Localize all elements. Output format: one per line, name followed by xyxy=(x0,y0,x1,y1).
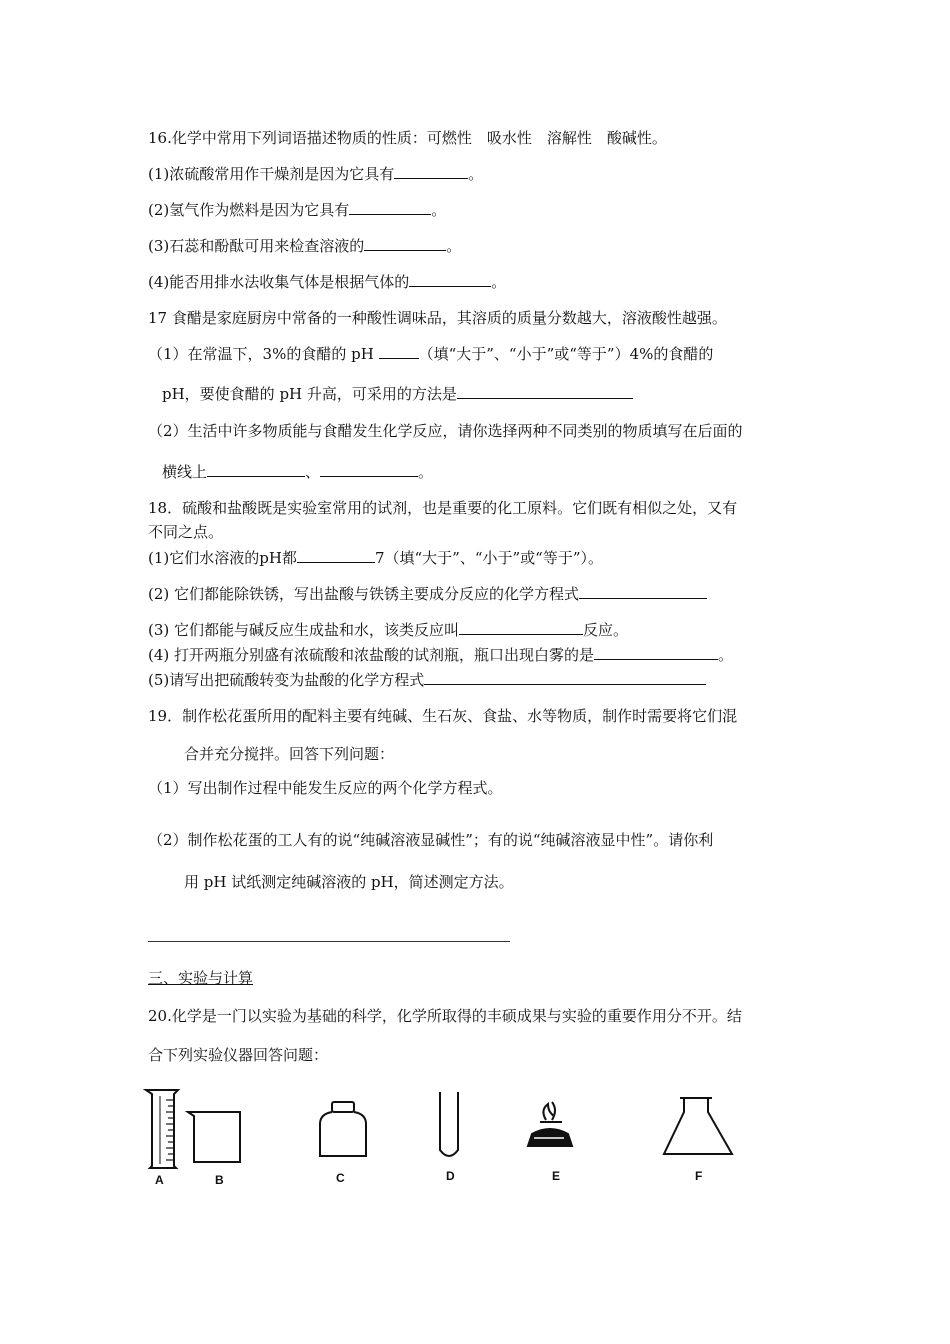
label-d: D xyxy=(446,1169,455,1183)
q16-end: 。 xyxy=(468,165,484,183)
q16-end: 。 xyxy=(431,201,447,219)
label-e: E xyxy=(552,1169,561,1183)
q18-stem-line2: 不同之点。 xyxy=(148,523,224,541)
q19-stem-line1: 19．制作松花蛋所用的配料主要有纯碱、生石灰、食盐、水等物质，制作时需要将它们混 xyxy=(148,707,738,725)
q16-stem: 16.化学中常用下列词语描述物质的性质：可燃性 吸水性 溶解性 酸碱性。 xyxy=(148,129,667,147)
q17-part1-text-a: （1）在常温下，3%的食醋的 pH xyxy=(148,345,379,363)
q19-part1: （1）写出制作过程中能发生反应的两个化学方程式。 xyxy=(148,779,503,797)
q18-part5-text: (5)请写出把硫酸转变为盐酸的化学方程式 xyxy=(148,671,425,689)
label-b: B xyxy=(215,1173,224,1187)
q18-end: 。 xyxy=(718,646,734,664)
q16-part4-text: (4)能否用排水法收集气体是根据气体的 xyxy=(148,273,410,291)
q18-part1-text-a: (1)它们水溶液的pH都 xyxy=(148,549,297,567)
q20-stem-line1: 20.化学是一门以实验为基础的科学，化学所取得的丰硕成果与实验的重要作用分不开。结 xyxy=(148,1007,742,1025)
label-c: C xyxy=(336,1171,345,1185)
q16-part3-text: (3)石蕊和酚酞可用来检查溶液的 xyxy=(148,237,365,255)
q17-part2-text-b: 横线上 xyxy=(162,463,208,481)
q17-separator: 、 xyxy=(305,463,321,481)
label-f: F xyxy=(695,1169,703,1183)
reagent-bottle-icon xyxy=(320,1102,366,1156)
label-a: A xyxy=(155,1173,164,1187)
graduated-cylinder-icon xyxy=(146,1090,178,1168)
q16-end: 。 xyxy=(491,273,507,291)
q17-part1-text-c: pH，要使食醋的 pH 升高，可采用的方法是 xyxy=(162,385,457,403)
alcohol-lamp-icon xyxy=(528,1102,572,1146)
q16-part1-text: (1)浓硫酸常用作干燥剂是因为它具有 xyxy=(148,165,395,183)
q18-part3-text-b: 反应。 xyxy=(583,621,629,639)
conical-flask-icon xyxy=(664,1098,732,1154)
q16-end: 。 xyxy=(446,237,462,255)
q19-part2-cont: 用 pH 试纸测定纯碱溶液的 pH，简述测定方法。 xyxy=(184,873,514,891)
q18-part2-text: (2) 它们都能除铁锈，写出盐酸与铁锈主要成分反应的化学方程式 xyxy=(148,585,580,603)
q17-part1-text-b: （填“大于”、“小于”或“等于”）4%的食醋的 xyxy=(418,345,714,363)
q19-part2: （2）制作松花蛋的工人有的说“纯碱溶液显碱性”；有的说“纯碱溶液显中性”。请你利 xyxy=(148,831,714,849)
q16-part2-text: (2)氢气作为燃料是因为它具有 xyxy=(148,201,350,219)
q20-stem-line2: 合下列实验仪器回答问题： xyxy=(148,1046,329,1064)
test-tube-icon xyxy=(440,1092,458,1156)
q17-part2: （2）生活中许多物质能与食醋发生化学反应，请你选择两种不同类别的物质填写在后面的 xyxy=(148,422,743,440)
section-heading: 三、实验与计算 xyxy=(148,969,254,987)
q19-stem-line2: 合并充分搅拌。回答下列问题： xyxy=(184,745,395,763)
q18-part1-text-b: 7（填“大于”、“小于”或“等于”）。 xyxy=(374,549,603,567)
q18-part3-text-a: (3) 它们都能与碱反应生成盐和水，该类反应叫 xyxy=(148,621,460,639)
q18-stem-line1: 18．硫酸和盐酸既是实验室常用的试剂，也是重要的化工原料。它们既有相似之处，又有 xyxy=(148,499,738,517)
q18-part4-text: (4) 打开两瓶分别盛有浓硫酸和浓盐酸的试剂瓶，瓶口出现白雾的是 xyxy=(148,646,595,664)
q17-end: 。 xyxy=(418,463,434,481)
q17-stem: 17 食醋是家庭厨房中常备的一种酸性调味品，其溶质的质量分数越大，溶液酸性越强。 xyxy=(148,309,727,327)
beaker-icon xyxy=(188,1112,240,1162)
